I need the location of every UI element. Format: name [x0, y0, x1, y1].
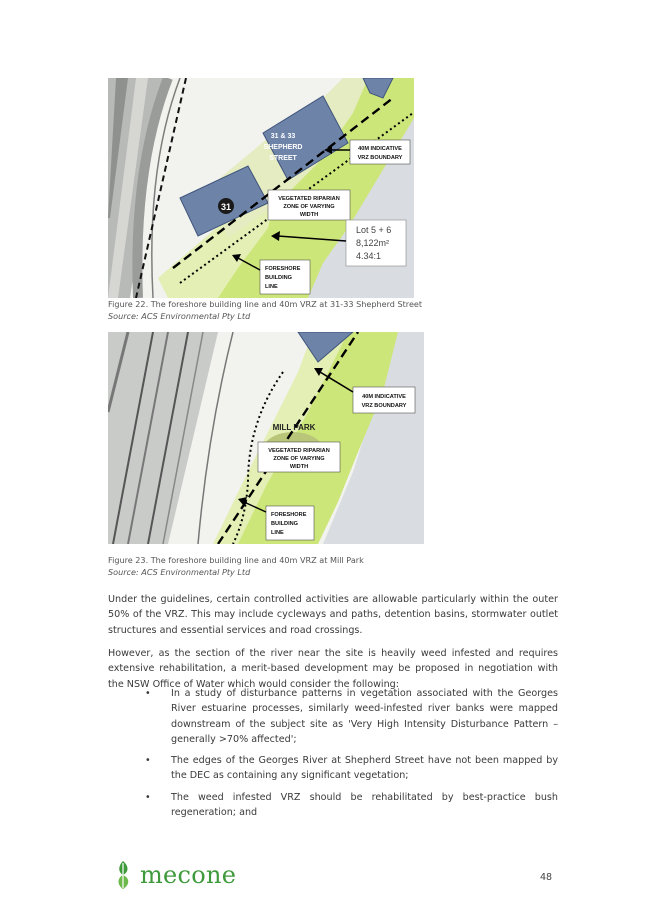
riparian-label-2: ZONE OF VARYING: [283, 204, 335, 210]
foreshore-label-2: BUILDING: [265, 275, 293, 281]
figure-22-source: Source: ACS Environmental Pty Ltd: [108, 310, 251, 321]
figure-22-caption: [108, 299, 422, 322]
list-item-text: The weed infested VRZ should be rehabilitated by best-practice bush regeneration; and: [171, 791, 558, 819]
site-name-label-2: SHEPHERD: [263, 144, 303, 151]
figure-22-caption-text: Figure 22. The foreshore building line and 40m VRZ at 31-33 Shepherd Street: [108, 299, 423, 309]
riparian-label-2-2: ZONE OF VARYING: [273, 456, 325, 462]
vrz-label-2-1: 40M INDICATIVE: [362, 394, 406, 400]
figure-23-caption-text: Figure 23. The foreshore building line and 40m VRZ at Mill Park: [108, 555, 364, 565]
leaf-logo-icon: [112, 860, 134, 890]
figure-23-map: [108, 332, 424, 544]
paragraph-controlled-activities: Under the guidelines, certain controlled activities are allowable particularly within the outer 50% of the VRZ. This may include cycleways and paths, detention basins, stormwater outlet structures and essential services and road crossings.: [108, 594, 558, 636]
site-name-label-1: 31 & 33: [270, 133, 296, 140]
vrz-label-box-2: [353, 387, 415, 413]
list-item-text: In a study of disturbance patterns in vegetation associated with the Georges River estuarine processes, similarly weed-infested river banks were mapped downstream of the subject site as 'Very High Intensity Disturbance Pattern – generally >70% affected';: [171, 688, 558, 745]
figure-23-caption: [108, 555, 364, 578]
paragraph-merit-based: However, as the section of the river near the site is heavily weed infested and requires extensive rehabilitation, a merit-based development may be proposed in negotiation with the NSW Office of Water which would consider the following:: [108, 648, 558, 690]
figure-23-svg: [108, 332, 424, 544]
bullet-icon: •: [145, 755, 151, 767]
figure-22-svg: [108, 78, 414, 298]
foreshore-label-2-3: LINE: [271, 530, 284, 536]
page-number: 48: [540, 872, 553, 883]
riparian-label-2-1: VEGETATED RIPARIAN: [268, 448, 330, 454]
foreshore-label-2-1: FORESHORE: [271, 512, 307, 518]
lot-label-2: 8,122m²: [356, 238, 390, 248]
bullet-icon: •: [145, 688, 151, 699]
list-item: [145, 790, 558, 821]
figure-22-map: [108, 78, 414, 298]
vrz-label-2-2: VRZ BOUNDARY: [361, 403, 407, 409]
vrz-label-2: VRZ BOUNDARY: [357, 155, 403, 161]
logo-text: mecone: [140, 861, 237, 889]
site-name-label-3: STREET: [269, 155, 297, 162]
foreshore-label-3: LINE: [265, 284, 278, 290]
riparian-label-3: WIDTH: [299, 212, 319, 218]
list-item: [145, 753, 558, 784]
park-name-label: MILL PARK: [272, 423, 316, 432]
lot-label-1: Lot 5 + 6: [356, 225, 392, 235]
mecone-logo: [112, 860, 236, 890]
riparian-label-2-3: WIDTH: [289, 464, 309, 470]
vrz-label-1: 40M INDICATIVE: [358, 146, 402, 152]
lot-label-3: 4.34:1: [356, 251, 382, 261]
list-item: [145, 686, 558, 747]
foreshore-label-1: FORESHORE: [265, 266, 301, 272]
foreshore-label-2-2: BUILDING: [271, 521, 299, 527]
list-item-text: The edges of the Georges River at Shepherd Street have not been mapped by the DEC as containing any significant vegetation;: [171, 755, 558, 782]
riparian-label-1: VEGETATED RIPARIAN: [278, 196, 340, 202]
considerations-list: [145, 686, 558, 826]
bullet-icon: •: [145, 791, 151, 803]
figure-23-source: Source: ACS Environmental Pty Ltd: [108, 566, 251, 577]
site-number-label: 31: [220, 202, 232, 212]
